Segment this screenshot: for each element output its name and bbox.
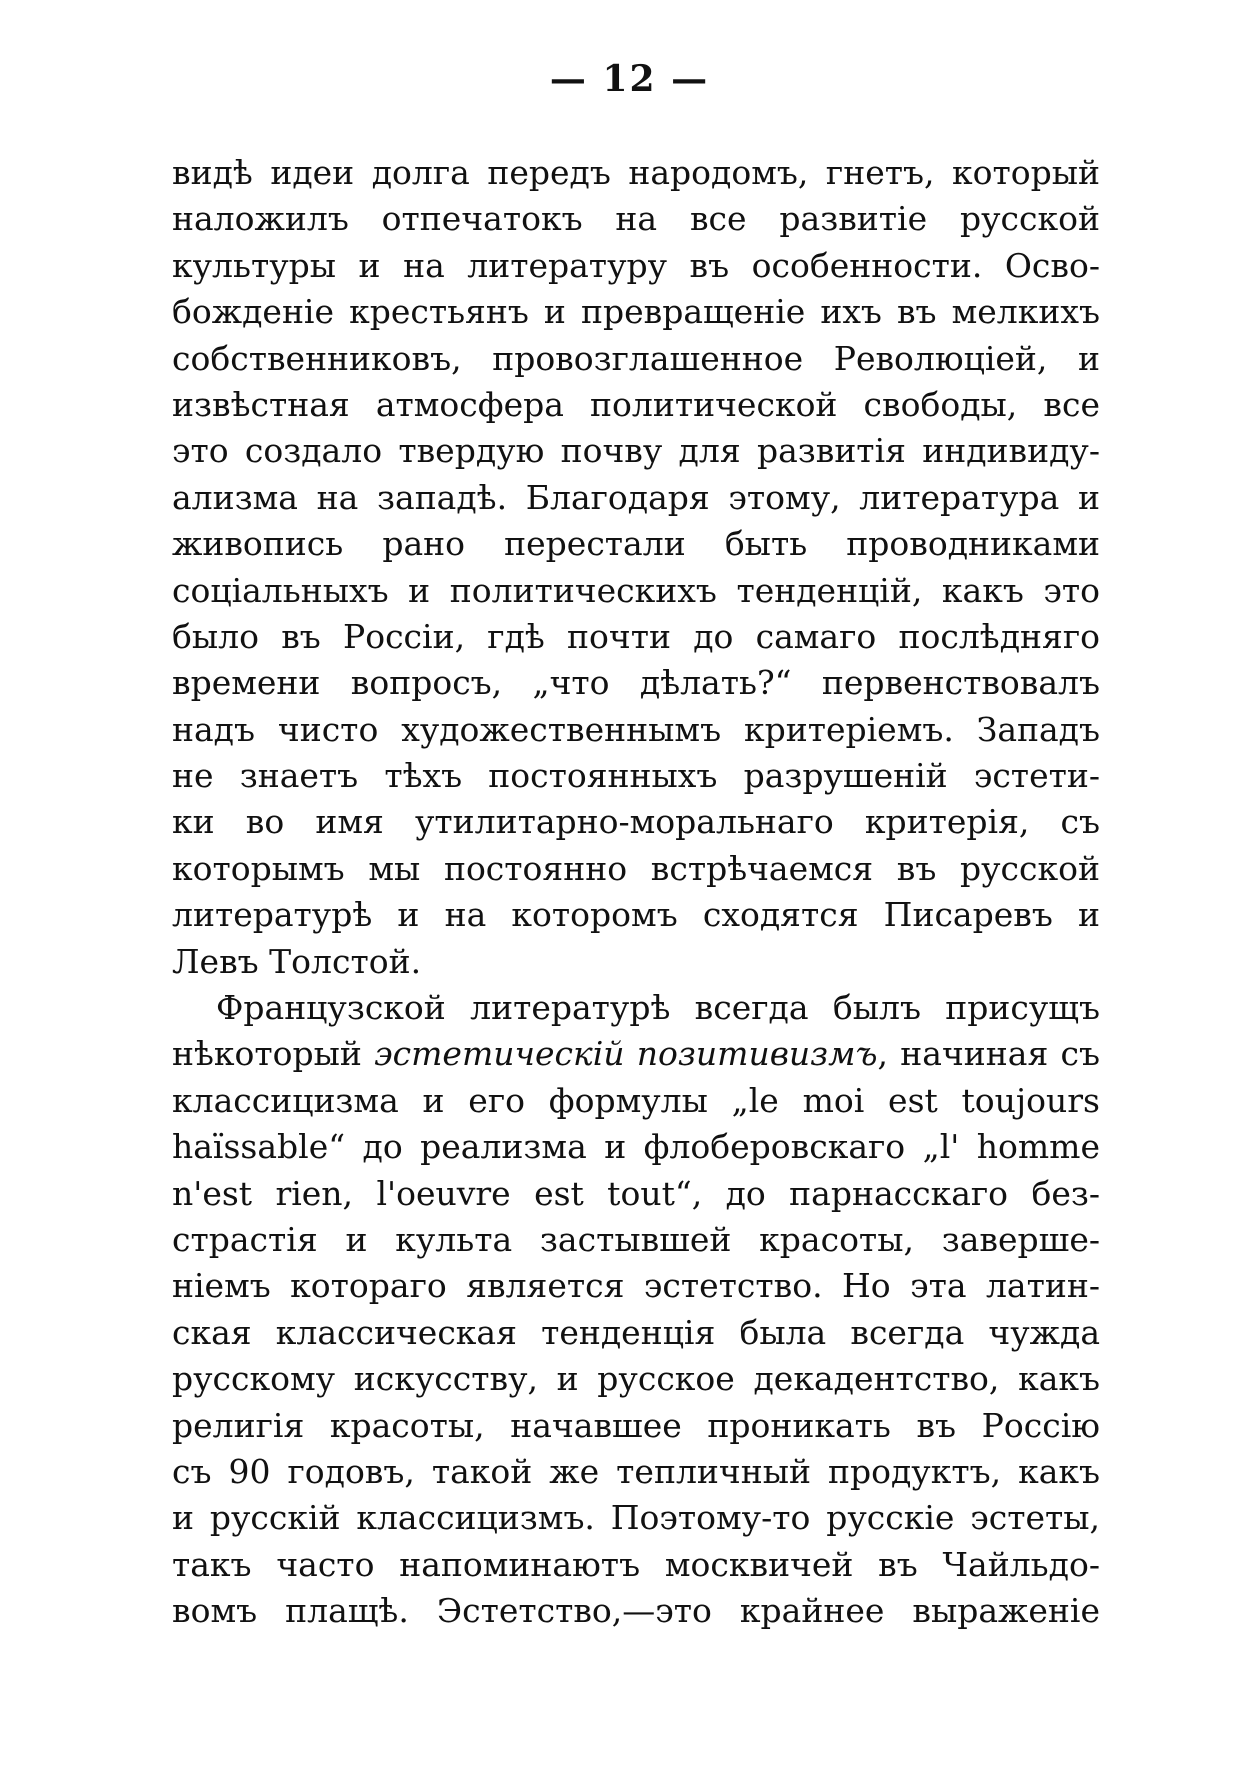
text-line: n'est rien, l'oeuvre est tout“, до парнасскаго без-	[172, 1173, 1100, 1213]
page-number: — 12 —	[549, 58, 710, 100]
text-line: времени вопросъ, „что дѣлать?“ первенствовалъ	[172, 663, 1100, 703]
text-line: ская классическая тенденція была всегда чужда	[172, 1312, 1100, 1352]
text-line: такъ часто напоминаютъ москвичей въ Чайльдо-	[172, 1544, 1100, 1584]
text-line: классицизма и его формулы „le moi est toujours	[172, 1080, 1100, 1120]
text-line: литературѣ и на которомъ сходятся Писаревъ и	[172, 895, 1100, 935]
text-line: ніемъ котораго является эстетство. Но эта латин-	[172, 1266, 1100, 1306]
text-line: haïssable“ до реализма и флоберовскаго „l' homme	[172, 1127, 1100, 1167]
text-line: культуры и на литературу въ особенности. Осво-	[172, 245, 1100, 285]
text-line: было въ Россіи, гдѣ почти до самаго послѣдняго	[172, 616, 1100, 656]
text-line-with-emphasis	[172, 1031, 1100, 1077]
text-line: божденіе крестьянъ и превращеніе ихъ въ мелкихъ	[172, 292, 1100, 332]
text-line: религія красоты, начавшее проникать въ Россію	[172, 1405, 1100, 1445]
text-line: извѣстная атмосфера политической свободы, все	[172, 384, 1100, 424]
text-line: ализма на западѣ. Благодаря этому, литература и	[172, 477, 1100, 517]
text-line: съ 90 годовъ, такой же тепличный продуктъ, какъ	[172, 1451, 1100, 1491]
text-line: видѣ идеи долга передъ народомъ, гнетъ, который	[172, 153, 1100, 192]
text-line: надъ чисто художественнымъ критеріемъ. Западъ	[172, 709, 1100, 749]
text-line: и русскій классицизмъ. Поэтому-то русскіе эстеты,	[172, 1498, 1100, 1538]
text-line: наложилъ отпечатокъ на все развитіе русской	[172, 199, 1100, 239]
text-line: ки во имя утилитарно-моральнаго критерія, съ	[172, 802, 1100, 842]
text-line: русскому искусству, и русское декадентство, какъ	[172, 1359, 1100, 1399]
text-line: это создало твердую почву для развитія индивиду-	[172, 431, 1100, 471]
text-line: не знаетъ тѣхъ постоянныхъ разрушеній эстети-	[172, 756, 1100, 796]
text-line: соціальныхъ и политическихъ тенденцій, какъ это	[172, 570, 1100, 610]
text-line: вомъ плащѣ. Эстетство,—это крайнее выраженіе	[172, 1591, 1100, 1631]
text-line: страстія и культа застывшей красоты, заверше-	[172, 1219, 1100, 1259]
emphasized-term: эстетическій позитивизмъ	[374, 1034, 878, 1074]
text-line: живопись рано перестали быть проводниками	[172, 524, 1100, 564]
text-line: Левъ Толстой.	[172, 941, 422, 981]
text-fragment: , начиная съ	[877, 1034, 1101, 1074]
text-line: собственниковъ, провозглашенное Революціей, и	[172, 338, 1100, 378]
text-fragment: нѣкоторый	[172, 1034, 375, 1074]
text-line: которымъ мы постоянно встрѣчаемся въ русской	[172, 848, 1100, 888]
body-text	[172, 150, 1100, 1635]
text-line: Французской литературѣ всегда былъ присущъ	[216, 988, 1100, 1028]
